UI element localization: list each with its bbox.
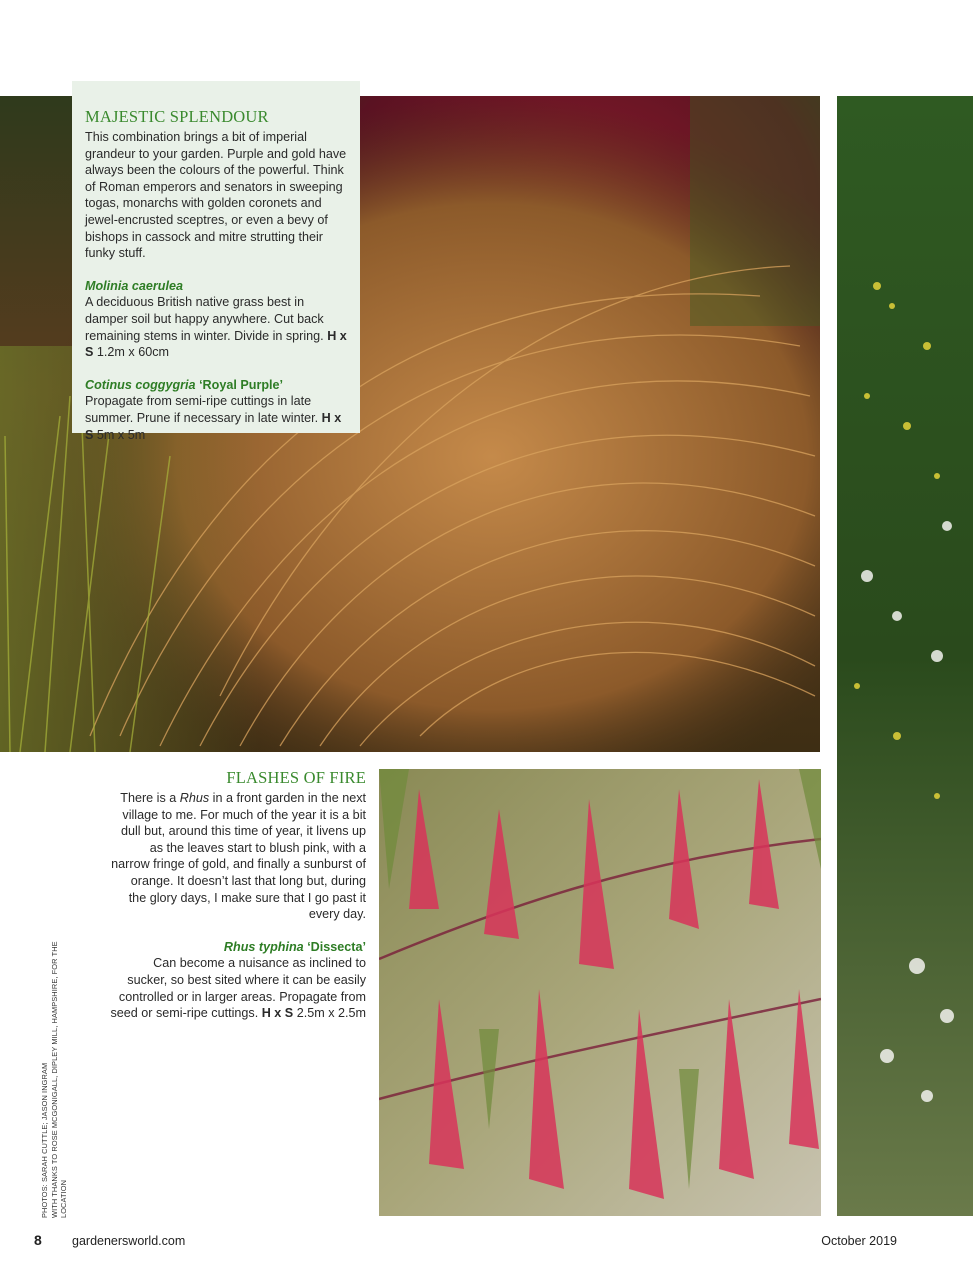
plant-desc-molinia (85, 294, 348, 360)
hs-value: 2.5m x 2.5m (296, 1006, 366, 1021)
plant-name-rhus (110, 939, 366, 956)
plant-cultivar: ‘Royal Purple’ (199, 377, 284, 392)
hs-label: H x S (85, 410, 342, 442)
majestic-intro: This combination brings a bit of imperial grandeur to your garden. Purple and gold have always been the colours of the powerful. Think of Roman emperors and senators in sweeping togas, monarchs with golden coronets and jewel-encrusted sceptres, or even a bevy of bishops in cassock and mitre strutting their funky stuff. (85, 130, 347, 261)
flashes-of-fire-section (110, 768, 366, 1022)
fire-intro (110, 790, 366, 923)
rhus-typhina-photo (379, 769, 821, 1216)
photo-credit (40, 918, 69, 1218)
plant-name-cotinus (85, 377, 348, 394)
plant-latin: Rhus typhina (223, 939, 304, 954)
issue-date: October 2019 (821, 1234, 897, 1248)
plant-desc-cotinus (85, 393, 348, 443)
plant-latin: Cotinus coggygria (85, 377, 196, 392)
fire-intro-rest: in a front garden in the next village to me. For much of the year it is a bit dull but, around this time of year, it livens up as the leaves start to blush pink, with a narrow fringe of gold, and finally a sunburst of orange. It doesn’t last that long but, during the glory days, I make sure that I go past it every day. (111, 791, 366, 922)
hs-label: H x S (85, 328, 347, 360)
plant-desc: Can become a nuisance as inclined to sucker, so best sited where it can be easily controlled or in larger areas. Propagate from seed or semi-ripe cuttings. (110, 956, 366, 1021)
climber-strip-photo (837, 96, 973, 1216)
plant-cultivar: ‘Dissecta’ (307, 939, 366, 954)
plant-latin: Molinia caerulea (85, 278, 183, 293)
fire-heading: FLASHES OF FIRE (226, 768, 366, 787)
plant-desc: A deciduous British native grass best in damper soil but happy anywhere. Cut back remaining stems in winter. Divide in spring. (85, 295, 324, 343)
majestic-splendour-panel (72, 81, 360, 442)
credit-line-1: PHOTOS: SARAH CUTTLE; JASON INGRAM (40, 1062, 49, 1218)
plant-desc: Propagate from semi-ripe cuttings in late summer. Prune if necessary in late winter. (85, 394, 319, 425)
fire-intro-start: There is a (120, 791, 180, 805)
hs-value: 5m x 5m (96, 427, 146, 442)
page-number: 8 (34, 1232, 42, 1248)
hs-value: 1.2m x 60cm (96, 345, 169, 360)
credit-line-2: WITH THANKS TO ROSE MCGONIGALL, DIPLEY MILL, HAMPSHIRE, FOR THE LOCATION (49, 941, 69, 1218)
plant-desc-rhus (110, 955, 366, 1021)
plant-name-molinia (85, 278, 348, 295)
website-link[interactable]: gardenersworld.com (72, 1234, 186, 1248)
fire-intro-italic: Rhus (179, 791, 210, 805)
hs-label: H x S (261, 1006, 294, 1021)
majestic-heading: MAJESTIC SPLENDOUR (85, 107, 269, 126)
